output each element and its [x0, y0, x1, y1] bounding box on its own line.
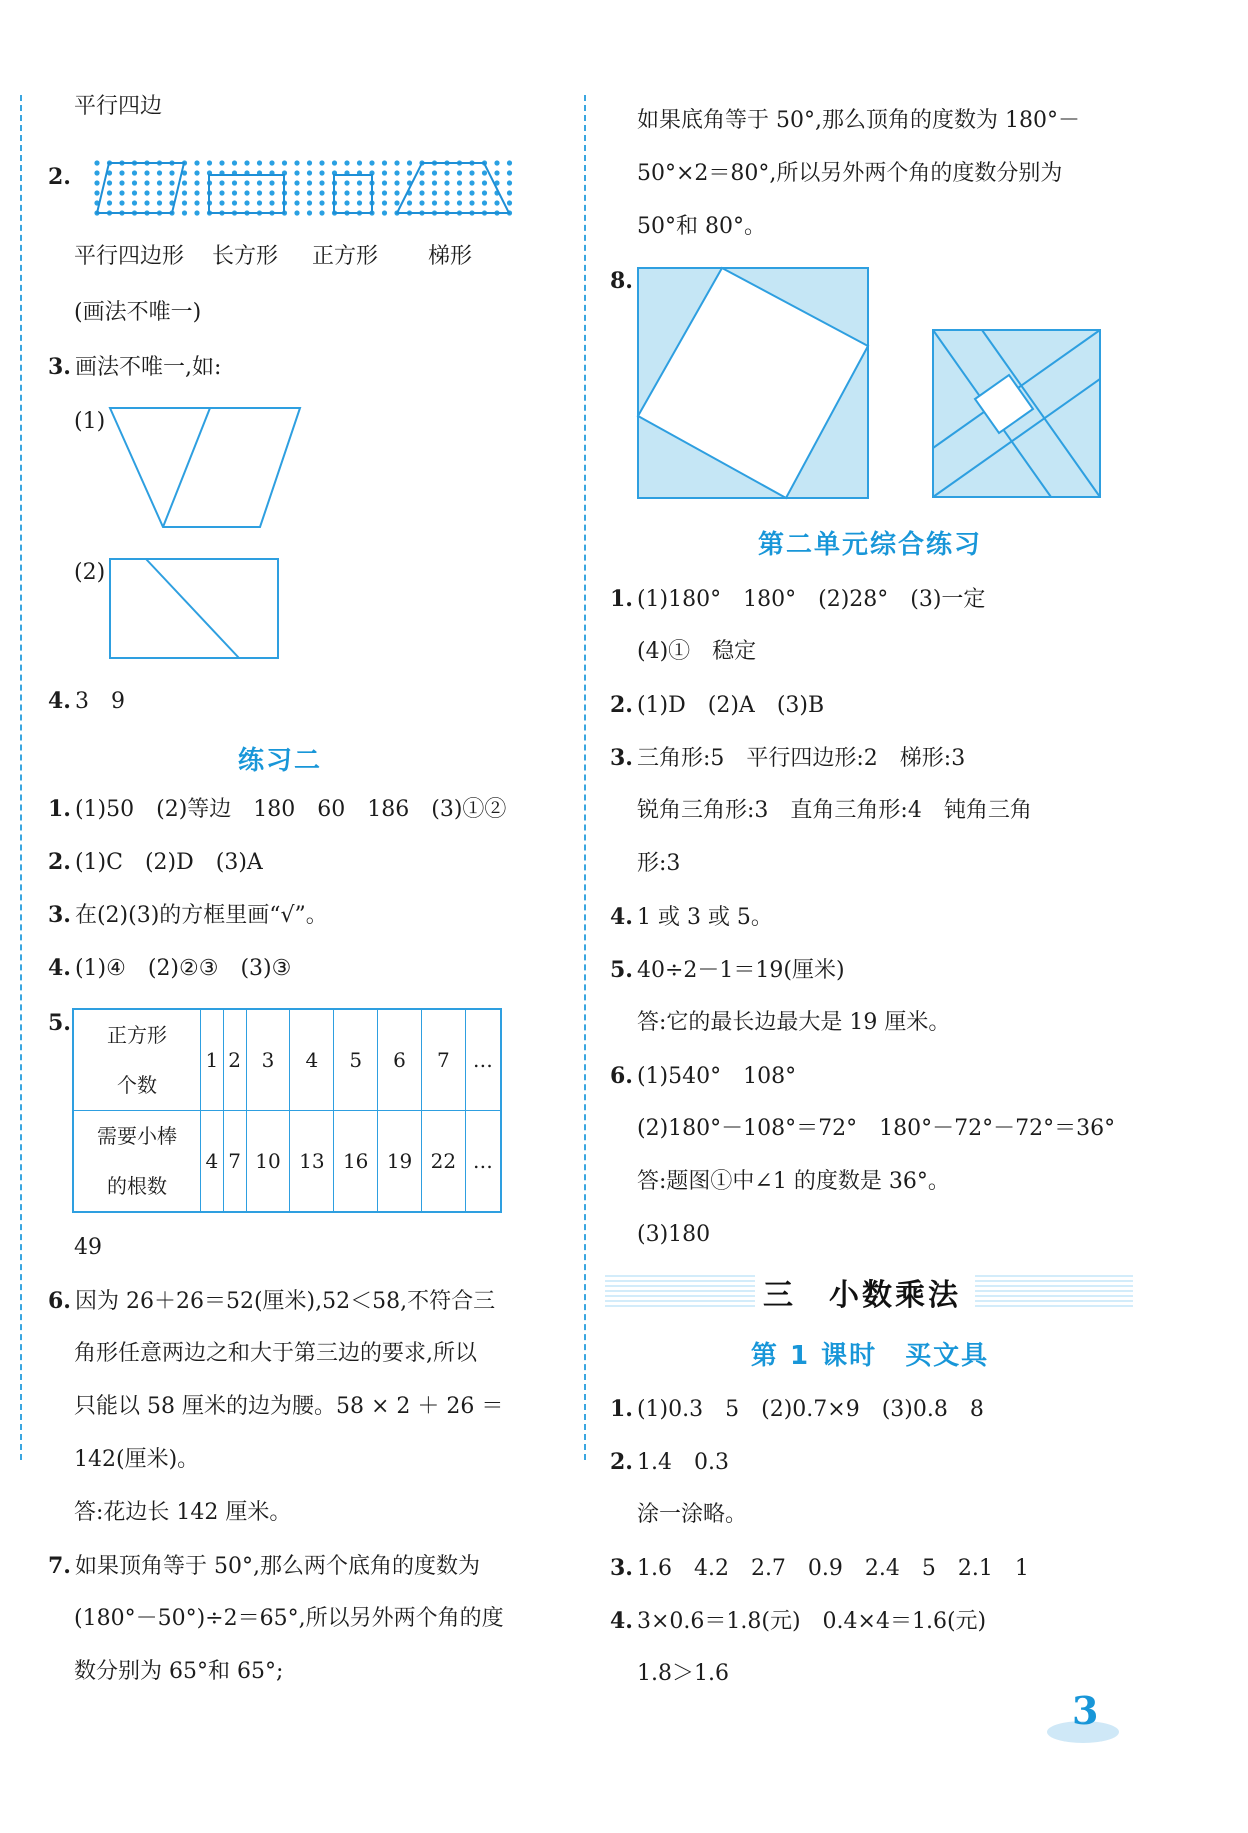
grid-dot: [319, 210, 324, 215]
table-cell: 13: [290, 1111, 334, 1213]
grid-dot: [219, 160, 224, 165]
table-cell: 4: [290, 1009, 334, 1111]
page-number: 3: [1072, 1688, 1099, 1733]
grid-dot: [382, 170, 387, 175]
lesson-item-3: 3. 1.6 4.2 2.7 0.9 2.4 5 2.1 1: [610, 1555, 1029, 1581]
q5-number: 5.: [48, 1010, 71, 1036]
grid-dot: [382, 160, 387, 165]
grid-dot: [182, 200, 187, 205]
grid-dot: [432, 200, 437, 205]
dot-grid-figure: [84, 155, 524, 225]
review-item-3: 3. 三角形:5 平行四边形:2 梯形:3: [610, 745, 966, 771]
grid-dot: [382, 180, 387, 185]
review-item-5: 5. 40÷2－1＝19(厘米): [610, 957, 845, 983]
q3-trapezoid-figure: [105, 400, 305, 530]
grid-dot: [507, 170, 512, 175]
review-item-6: 6. (1)540° 108°: [610, 1063, 797, 1089]
q7-line-3: 数分别为 65°和 65°;: [74, 1659, 284, 1684]
grid-dot: [269, 200, 274, 205]
grid-dot: [357, 160, 362, 165]
grid-dot: [307, 190, 312, 195]
grid-dot: [494, 200, 499, 205]
grid-dot: [294, 180, 299, 185]
grid-dot: [94, 180, 99, 185]
q2-number: 2.: [48, 164, 71, 190]
grid-dot: [432, 190, 437, 195]
cont-line-2: 50°×2＝80°,所以另外两个角的度数分别为: [637, 161, 1063, 186]
q3-text: 画法不唯一,如:: [74, 355, 222, 380]
table-cell: …: [465, 1111, 501, 1213]
lesson-item-1: 1. (1)0.3 5 (2)0.7×9 (3)0.8 8: [610, 1396, 984, 1422]
grid-dot: [382, 190, 387, 195]
q2-label-square: 正方形: [312, 244, 379, 269]
q5-answer: 49: [74, 1235, 102, 1260]
grid-dot: [494, 160, 499, 165]
grid-dot: [457, 200, 462, 205]
grid-dot: [294, 170, 299, 175]
grid-dot: [394, 190, 399, 195]
dot-grid: [94, 160, 512, 215]
grid-dot: [457, 190, 462, 195]
grid-dot: [419, 190, 424, 195]
grid-dot: [94, 170, 99, 175]
grid-dot: [494, 170, 499, 175]
table-cell: 2: [223, 1009, 246, 1111]
grid-dot: [157, 170, 162, 175]
grid-dot: [144, 170, 149, 175]
grid-dot: [94, 160, 99, 165]
grid-dot: [194, 170, 199, 175]
review-item-6-cont-1: (2)180°－108°＝72° 180°－72°－72°＝36°: [637, 1116, 1116, 1141]
lesson-item-4-cont: 1.8＞1.6: [637, 1661, 729, 1686]
table-head-cell: 需要小棒 的根数: [73, 1111, 201, 1213]
ex-item-3: 3. 在(2)(3)的方框里画“√”。: [48, 902, 328, 928]
grid-dot: [357, 200, 362, 205]
grid-dot: [344, 160, 349, 165]
grid-dot: [482, 190, 487, 195]
grid-dot: [407, 160, 412, 165]
grid-dot: [157, 200, 162, 205]
q6-line-1: 6. 因为 26＋26＝52(厘米),52＜58,不符合三: [48, 1288, 496, 1314]
q7-line-2: (180°－50°)÷2＝65°,所以另外两个角的度: [74, 1606, 504, 1631]
grid-dot: [344, 190, 349, 195]
grid-dot: [444, 180, 449, 185]
left-margin-divider: [20, 95, 22, 1460]
grid-dot: [107, 200, 112, 205]
grid-dot: [482, 170, 487, 175]
grid-dot: [244, 160, 249, 165]
grid-dot: [169, 180, 174, 185]
table-cell: 7: [223, 1111, 246, 1213]
grid-dot: [169, 170, 174, 175]
grid-dot: [482, 200, 487, 205]
grid-dot: [282, 160, 287, 165]
grid-dot: [319, 170, 324, 175]
dot-grid-trapezoid: [397, 163, 509, 213]
table-cell: 3: [246, 1009, 290, 1111]
grid-dot: [444, 200, 449, 205]
grid-dot: [294, 210, 299, 215]
grid-dot: [294, 190, 299, 195]
grid-dot: [432, 180, 437, 185]
grid-dot: [394, 170, 399, 175]
grid-dot: [307, 170, 312, 175]
grid-dot: [119, 200, 124, 205]
table-head-cell: 正方形 个数: [73, 1009, 201, 1111]
grid-dot: [194, 200, 199, 205]
chapter-band-right: [975, 1275, 1133, 1309]
grid-dot: [507, 200, 512, 205]
review-item-6-cont-3: (3)180: [637, 1222, 711, 1247]
table-cell: 4: [201, 1111, 224, 1213]
grid-dot: [269, 160, 274, 165]
grid-dot: [94, 190, 99, 195]
grid-dot: [457, 170, 462, 175]
column-divider: [584, 95, 586, 1460]
table-row: [73, 1111, 501, 1213]
grid-dot: [107, 190, 112, 195]
q6-line-2: 角形任意两边之和大于第三边的要求,所以: [74, 1341, 477, 1366]
q6-line-3: 只能以 58 厘米的边为腰。58 × 2 ＋ 26 ＝: [74, 1394, 504, 1419]
grid-dot: [344, 180, 349, 185]
grid-dot: [419, 200, 424, 205]
grid-dot: [482, 180, 487, 185]
grid-dot: [307, 180, 312, 185]
grid-dot: [157, 190, 162, 195]
grid-dot: [244, 180, 249, 185]
grid-dot: [257, 180, 262, 185]
q2-note: (画法不唯一): [74, 300, 202, 325]
q8-number: 8.: [610, 268, 633, 294]
grid-dot: [469, 180, 474, 185]
grid-dot: [407, 170, 412, 175]
ex-item-4: 4. (1)④ (2)②③ (3)③: [48, 955, 292, 981]
grid-dot: [369, 160, 374, 165]
q6-line-5: 答:花边长 142 厘米。: [74, 1500, 292, 1525]
q2-label-rectangle: 长方形: [212, 244, 279, 269]
grid-dot: [194, 210, 199, 215]
q2-label-parallelogram: 平行四边形: [74, 244, 185, 269]
grid-dot: [219, 200, 224, 205]
table-cell: 16: [334, 1111, 378, 1213]
grid-dot: [344, 200, 349, 205]
grid-dot: [144, 190, 149, 195]
grid-dot: [507, 180, 512, 185]
q3-sub2-label: (2): [74, 560, 106, 585]
grid-dot: [507, 160, 512, 165]
grid-dot: [432, 170, 437, 175]
q8-square-figure-1: [636, 266, 871, 501]
grid-dot: [444, 190, 449, 195]
grid-dot: [194, 180, 199, 185]
grid-dot: [257, 160, 262, 165]
table-cell: 5: [334, 1009, 378, 1111]
review-item-4: 4. 1 或 3 或 5。: [610, 904, 773, 930]
grid-dot: [269, 190, 274, 195]
grid-dot: [307, 210, 312, 215]
grid-dot: [119, 190, 124, 195]
grid-dot: [469, 200, 474, 205]
table-cell: 19: [378, 1111, 422, 1213]
q3-sub1-label: (1): [74, 409, 106, 434]
grid-dot: [444, 170, 449, 175]
table-cell: …: [465, 1009, 501, 1111]
table-cell: 10: [246, 1111, 290, 1213]
grid-dot: [119, 180, 124, 185]
grid-dot: [394, 180, 399, 185]
grid-dot: [232, 180, 237, 185]
grid-dot: [469, 190, 474, 195]
grid-dot: [232, 160, 237, 165]
cont-line-1: 如果底角等于 50°,那么顶角的度数为 180°－: [637, 108, 1080, 133]
table-cell: 22: [421, 1111, 465, 1213]
table-row: [73, 1009, 501, 1111]
grid-dot: [319, 200, 324, 205]
grid-dot: [257, 200, 262, 205]
grid-dot: [294, 160, 299, 165]
grid-dot: [132, 200, 137, 205]
grid-dot: [244, 200, 249, 205]
lesson-item-2: 2. 1.4 0.3: [610, 1449, 729, 1475]
q6-line-4: 142(厘米)。: [74, 1447, 200, 1472]
review-item-1: 1. (1)180° 180° (2)28° (3)一定: [610, 586, 986, 612]
table-cell: 1: [201, 1009, 224, 1111]
grid-dot: [182, 210, 187, 215]
ex-item-1: 1. (1)50 (2)等边 180 60 186 (3)①②: [48, 796, 507, 822]
q4-text: 3 9: [74, 689, 125, 714]
grid-dot: [319, 190, 324, 195]
grid-dot: [307, 160, 312, 165]
chapter-title: 三 小数乘法: [763, 1278, 961, 1313]
grid-dot: [132, 190, 137, 195]
grid-dot: [419, 170, 424, 175]
grid-dot: [144, 180, 149, 185]
grid-dot: [469, 170, 474, 175]
grid-dot: [332, 160, 337, 165]
grid-dot: [394, 160, 399, 165]
ex-item-2: 2. (1)C (2)D (3)A: [48, 849, 263, 875]
q7-line-1: 7. 如果顶角等于 50°,那么两个底角的度数为: [48, 1553, 480, 1579]
grid-dot: [219, 190, 224, 195]
grid-dot: [294, 200, 299, 205]
grid-dot: [194, 160, 199, 165]
lesson-item-4: 4. 3×0.6＝1.8(元) 0.4×4＝1.6(元): [610, 1608, 987, 1634]
grid-dot: [169, 190, 174, 195]
grid-dot: [269, 180, 274, 185]
left-top-line: 平行四边: [74, 94, 163, 119]
grid-dot: [319, 160, 324, 165]
grid-dot: [182, 180, 187, 185]
dot-grid-square: [334, 175, 372, 213]
q3-rectangle-figure: [106, 555, 286, 665]
grid-dot: [119, 170, 124, 175]
review-item-5-cont: 答:它的最长边最大是 19 厘米。: [637, 1010, 951, 1035]
review-item-3-cont-2: 形:3: [637, 851, 681, 876]
grid-dot: [307, 200, 312, 205]
q3-line: 3. 画法不唯一,如:: [48, 354, 222, 380]
grid-dot: [232, 200, 237, 205]
grid-dot: [382, 210, 387, 215]
review-item-2: 2. (1)D (2)A (3)B: [610, 692, 825, 718]
section-title-unit-2-review: 第二单元综合练习: [757, 530, 982, 560]
grid-dot: [157, 180, 162, 185]
grid-dot: [219, 180, 224, 185]
grid-dot: [457, 180, 462, 185]
grid-dot: [419, 180, 424, 185]
grid-dot: [507, 190, 512, 195]
grid-dot: [394, 200, 399, 205]
grid-dot: [232, 190, 237, 195]
grid-dot: [194, 190, 199, 195]
grid-dot: [107, 180, 112, 185]
grid-dot: [257, 190, 262, 195]
sticks-table: [72, 1008, 502, 1213]
grid-dot: [382, 200, 387, 205]
grid-dot: [244, 190, 249, 195]
q8-square-figure-2: [931, 328, 1103, 500]
section-title-practice-2: 练习二: [237, 746, 322, 776]
grid-dot: [407, 200, 412, 205]
cont-line-3: 50°和 80°。: [637, 214, 766, 239]
lesson-title: 第 1 课时 买文具: [750, 1341, 990, 1371]
chapter-band-left: [605, 1275, 755, 1309]
q2-label-trapezoid: 梯形: [428, 244, 473, 269]
q4-line: 4. 3 9: [48, 688, 125, 714]
review-item-3-cont-1: 锐角三角形:3 直角三角形:4 钝角三角: [637, 798, 1032, 823]
grid-dot: [357, 180, 362, 185]
review-item-6-cont-2: 答:题图①中∠1 的度数是 36°。: [637, 1169, 950, 1194]
grid-dot: [132, 170, 137, 175]
grid-dot: [144, 200, 149, 205]
lesson-item-2-cont: 涂一涂略。: [637, 1502, 748, 1527]
grid-dot: [182, 190, 187, 195]
grid-dot: [319, 180, 324, 185]
table-cell: 7: [421, 1009, 465, 1111]
grid-dot: [132, 180, 137, 185]
review-item-1-cont: (4)① 稳定: [637, 639, 757, 664]
table-cell: 6: [378, 1009, 422, 1111]
grid-dot: [207, 160, 212, 165]
grid-dot: [357, 190, 362, 195]
